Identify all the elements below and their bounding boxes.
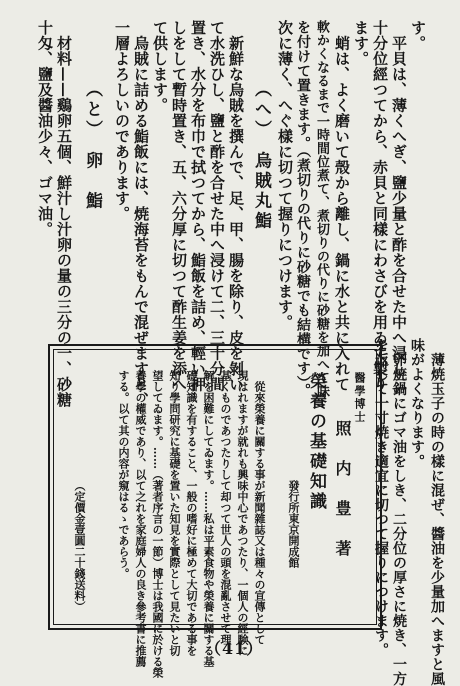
ad-body-line-3: 基くものであつたりして却つて世人の頭を混亂させて理 <box>219 370 232 645</box>
squid-line-1: 新鮮な烏賊を撰んで、足、甲、腸を除り、皮を剝い <box>227 20 245 392</box>
octopus-line-4: 次に薄く、へぐ樣に切つて握りにつけます。 <box>276 20 294 330</box>
squid-line-4: しをして暫時置き、五、六分厚に切つて酢生姜を添へ <box>170 20 188 392</box>
squid-line-7: 一層よろしいのであります。 <box>113 20 131 222</box>
squid-line-6: 烏賊に詰める鮨飯には、焼海苔をもんで混ぜますと、 <box>132 20 150 408</box>
ad-price: （定價金壹圓二十錢送料） <box>73 480 86 612</box>
ad-book-title: 榮養の基礎知識 <box>306 372 326 512</box>
egg-method-line-2: 味がよくなります。 <box>409 338 425 469</box>
ad-body-line-5: 礎知識を有すること、一般の嗜好に極めて大切である事を <box>185 370 198 656</box>
ad-inner-frame <box>53 349 377 625</box>
egg-method-line-3: 卵焼鍋にゴマ油をしき、二分位の厚さに焼き、一方 <box>391 338 407 686</box>
fish-line-3: 十分位經つてから、赤貝と同樣にわさびを用ゐて製り <box>371 20 389 392</box>
book-advertisement-box <box>48 344 382 630</box>
egg-ingredients-line-1: 材料——鷄卵五個、鮮汁し汁卵の量の三分の一、砂糖 <box>55 20 73 408</box>
fish-line-1: す。 <box>409 20 427 51</box>
ad-body-line-4: 解を困難にしてゐます。……私は平素食物や榮養に關する基 <box>202 370 215 667</box>
octopus-line-1: 蛸は、よく磨いて殼から離し、鍋に水と共に入れて <box>333 20 351 392</box>
ad-body-line-7: 望してゐます。……（著者序言の一節）博士は我國に於ける榮 <box>151 370 164 678</box>
ad-body-line-6: 知り學問研究に基礎を置いた知見を實際として見たいと切 <box>168 370 181 656</box>
fish-line-2: 平貝は、薄くへぎ、鹽少量と酢を合せた中へ浸し二 <box>390 20 408 392</box>
ad-author-name: 照 内 豊 著 <box>333 420 352 560</box>
ad-publisher: 發行所東京開成館 <box>287 480 300 568</box>
egg-method-line-4: を返して一寸焼き適宜に切つて握りにつけます。 <box>373 338 389 657</box>
egg-heading: （と） 卵 鮨 <box>82 80 102 212</box>
squid-heading: （へ） 烏賊丸鮨 <box>251 80 271 232</box>
egg-method-line-1: 薄焼玉子の時の樣に混ぜ、醬油を少量加へますと風 <box>429 338 445 686</box>
ad-body-line-8: 養學の權威であり、以て之れを家庭婦人の良き參考書に推薦 <box>134 370 147 667</box>
squid-line-3: 置き、水分を布巾で拭つてから、鮨飯を詰め、輕い押 <box>189 20 207 392</box>
squid-line-5: て供します。 <box>151 20 169 113</box>
ad-author-title: 醫學博士 <box>353 372 366 424</box>
egg-ingredients-line-2: 十匁、鹽及醬油少々、ゴマ油。 <box>36 20 54 237</box>
squid-line-2: て水洗ひし、鹽と酢を合せた中へ浸けて二、三十分間 <box>208 20 226 392</box>
ad-body-line-1: 從來榮養に關する事が新聞雜誌又は種々の宣傳として <box>253 370 266 645</box>
octopus-line-2: 軟かくなるまで一時間位煮て、煮切りの代りに砂糖を加へて味 <box>314 20 329 398</box>
fish-line-4: ます。 <box>352 20 370 67</box>
ad-body-line-2: 現はれますが就れも興味中心であつたり、一個人の經験に <box>236 370 249 656</box>
page-number: （41） <box>205 639 264 658</box>
ad-body-line-9: する。以て其の内容が窺はるゝであらう。 <box>117 370 130 579</box>
octopus-line-3: を付けて置きます。（煮切りの代りに砂糖でも結構です）。 <box>295 20 311 398</box>
